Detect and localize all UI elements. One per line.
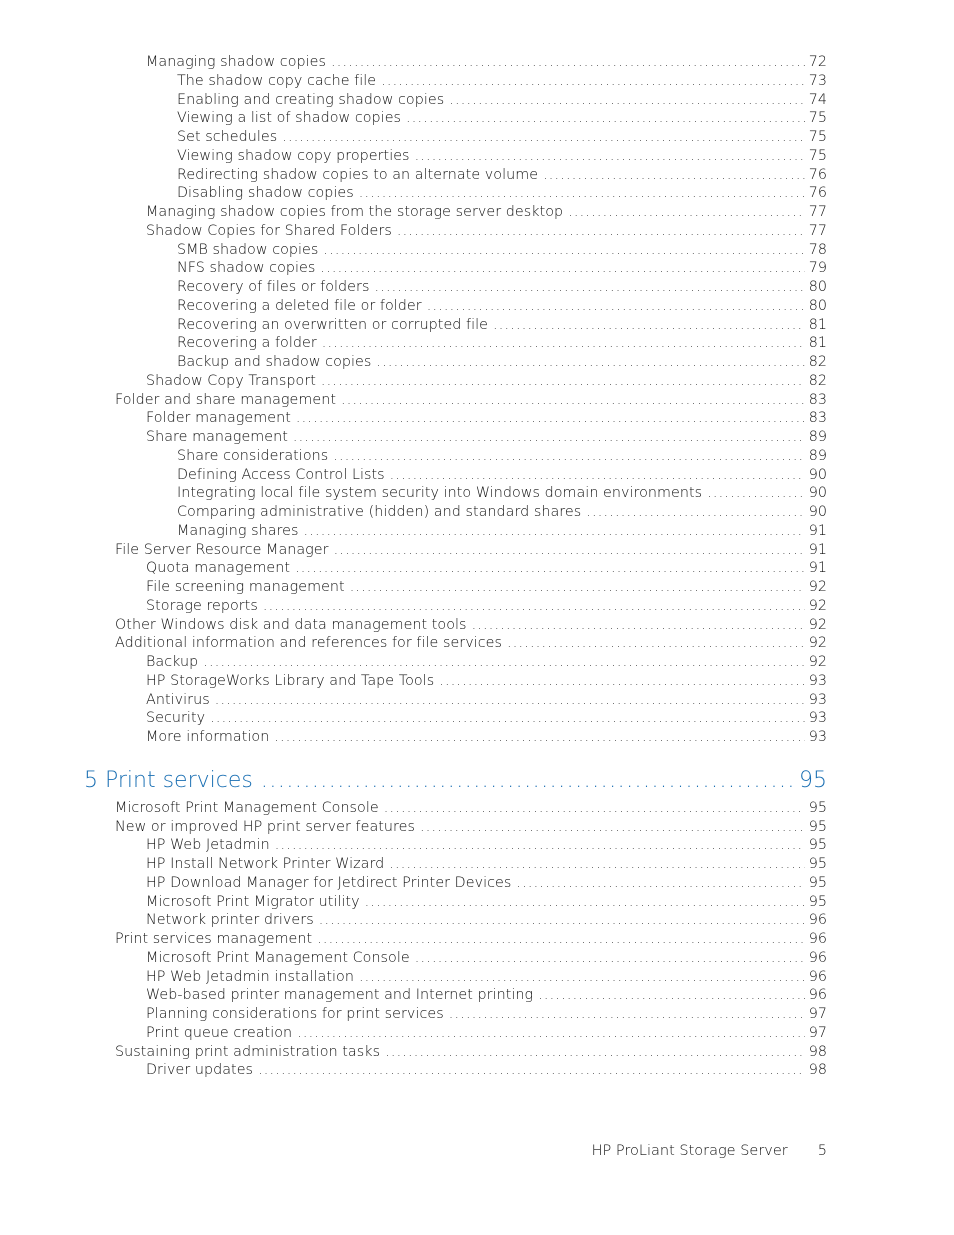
toc-entry-page-number: 82	[808, 354, 827, 370]
toc-entry[interactable]	[0, 986, 954, 1005]
toc-entry-title: New or improved HP print server features	[115, 818, 415, 835]
toc-entry[interactable]	[0, 728, 954, 747]
toc-entry-page-number: 98	[808, 1043, 827, 1060]
toc-entry-page-number: 74	[808, 91, 827, 108]
toc-entry-title: Viewing a list of shadow copies	[177, 110, 402, 127]
toc-entry[interactable]	[0, 672, 954, 691]
toc-entry[interactable]	[0, 372, 954, 391]
toc-entry-page-number: 77	[808, 222, 827, 239]
toc-entry[interactable]	[0, 691, 954, 710]
toc-entry-page-number: 96	[808, 968, 827, 985]
toc-entry-page-number: 90	[808, 466, 827, 483]
toc-entry-title: Microsoft Print Migrator utility	[146, 893, 360, 910]
dot-leader	[538, 986, 805, 1005]
toc-entry[interactable]	[0, 466, 954, 485]
toc-entry-page-number: 93	[808, 672, 827, 689]
dot-leader	[215, 691, 805, 710]
table-of-contents	[0, 53, 954, 1080]
toc-entry[interactable]	[0, 855, 954, 874]
toc-entry[interactable]	[0, 166, 954, 185]
dot-leader	[359, 968, 805, 987]
dot-leader	[258, 1061, 805, 1080]
toc-entry-title: Managing shadow copies	[146, 54, 326, 70]
toc-entry-page-number: 95	[808, 837, 827, 854]
dot-leader	[334, 541, 805, 560]
toc-entry[interactable]	[0, 409, 954, 428]
dot-leader	[390, 466, 805, 485]
toc-entry-page-number: 92	[808, 616, 827, 633]
chapter-heading[interactable]	[0, 765, 954, 797]
toc-entry-title: The shadow copy cache file	[177, 72, 377, 89]
toc-entry-page-number: 75	[808, 147, 827, 164]
toc-entry-page-number: 81	[808, 316, 827, 333]
toc-entry-page-number: 96	[808, 987, 827, 1004]
dot-leader	[543, 166, 805, 185]
toc-entry-page-number: 91	[808, 522, 827, 539]
dot-leader	[263, 597, 805, 616]
toc-entry-page-number: 92	[808, 597, 827, 614]
dot-leader	[586, 503, 804, 522]
dot-leader	[297, 1024, 805, 1043]
toc-entry-title: SMB shadow copies	[177, 241, 319, 258]
toc-entry-page-number: 75	[808, 110, 827, 127]
dot-leader	[359, 184, 805, 203]
dot-leader	[333, 447, 804, 466]
toc-entry[interactable]	[0, 128, 954, 147]
toc-entry-title: Microsoft Print Management Console	[115, 799, 379, 816]
toc-entry-page-number: 98	[808, 1062, 827, 1079]
toc-entry-title: Recovering a deleted file or folder	[177, 297, 422, 314]
toc-entry-title: HP Install Network Printer Wizard	[146, 856, 385, 872]
toc-entry-title: Network printer drivers	[146, 912, 314, 929]
dot-leader	[293, 428, 805, 447]
toc-entry[interactable]	[0, 836, 954, 855]
toc-entry-title: Recovery of files or folders	[177, 279, 370, 295]
toc-entry-page-number: 95	[808, 856, 827, 872]
toc-entry-title: Shadow Copies for Shared Folders	[146, 222, 392, 239]
toc-entry-page-number: 79	[808, 260, 827, 277]
toc-entry-title: Folder and share management	[115, 391, 336, 408]
dot-leader	[376, 353, 804, 372]
toc-entry[interactable]	[0, 634, 954, 653]
dot-leader	[449, 91, 804, 110]
toc-entry-page-number: 82	[808, 372, 827, 389]
toc-entry-title: Print queue creation	[146, 1024, 293, 1041]
toc-entry-title: Folder management	[146, 410, 291, 427]
toc-entry[interactable]	[0, 1024, 954, 1043]
toc-entry-title: HP Web Jetadmin	[146, 837, 270, 854]
dot-leader	[385, 1043, 805, 1062]
dot-leader	[295, 559, 805, 578]
dot-leader	[389, 855, 804, 874]
toc-entry[interactable]	[0, 559, 954, 578]
toc-entry-page-number: 73	[808, 72, 827, 89]
dot-leader	[707, 484, 805, 503]
toc-entry-page-number: 91	[808, 560, 827, 577]
toc-entry-page-number: 89	[808, 447, 827, 464]
dot-leader	[365, 893, 805, 912]
toc-entry[interactable]	[0, 949, 954, 968]
toc-entry[interactable]	[0, 709, 954, 728]
toc-entry-title: Comparing administrative (hidden) and standard shares	[177, 504, 582, 520]
toc-entry-title: HP Download Manager for Jetdirect Printer Devices	[146, 874, 512, 891]
toc-entry[interactable]	[0, 353, 954, 372]
toc-entry[interactable]	[0, 616, 954, 635]
dot-leader	[210, 709, 805, 728]
dot-leader	[331, 53, 805, 72]
toc-entry-title: File screening management	[146, 579, 345, 595]
dot-leader	[397, 222, 805, 241]
toc-entry-page-number: 77	[808, 204, 827, 220]
toc-entry-title: Set schedules	[177, 129, 278, 145]
toc-entry-page-number: 91	[808, 541, 827, 558]
toc-entry-title: Print services management	[115, 931, 313, 947]
dot-leader	[319, 911, 805, 930]
dot-leader	[507, 634, 805, 653]
toc-entry-title: Backup	[146, 654, 199, 670]
toc-entry-page-number: 97	[808, 1024, 827, 1041]
toc-entry-page-number: 92	[808, 654, 827, 670]
toc-entry[interactable]	[0, 222, 954, 241]
toc-entry-title: Viewing shadow copy properties	[177, 147, 410, 164]
dot-leader	[427, 297, 805, 316]
toc-entry-title: Integrating local file system security into Windows domain environments	[177, 485, 703, 502]
toc-entry-page-number: 95	[808, 893, 827, 910]
toc-entry-page-number: 83	[808, 391, 827, 408]
toc-entry[interactable]	[0, 109, 954, 128]
toc-entry[interactable]	[0, 541, 954, 560]
toc-entry-title: More information	[146, 729, 270, 745]
dot-leader	[350, 578, 805, 597]
toc-entry-page-number: 80	[808, 297, 827, 314]
toc-entry[interactable]	[0, 484, 954, 503]
toc-entry[interactable]	[0, 334, 954, 353]
toc-entry-page-number: 78	[808, 241, 827, 258]
dot-leader	[420, 818, 805, 837]
dot-leader	[341, 391, 805, 410]
toc-entry-page-number: 97	[808, 1006, 827, 1022]
toc-entry[interactable]	[0, 297, 954, 316]
toc-entry[interactable]	[0, 72, 954, 91]
toc-entry-page-number: 81	[808, 335, 827, 352]
toc-entry-title: Backup and shadow copies	[177, 354, 372, 370]
toc-entry[interactable]	[0, 818, 954, 837]
toc-entry-page-number: 89	[808, 429, 827, 445]
toc-entry-page-number: 90	[808, 504, 827, 520]
toc-entry-page-number: 96	[808, 912, 827, 929]
toc-entry-page-number: 93	[808, 691, 827, 708]
toc-entry-page-number: 96	[808, 949, 827, 966]
toc-entry[interactable]	[0, 874, 954, 893]
toc-entry[interactable]	[0, 911, 954, 930]
toc-entry-page-number: 95	[808, 818, 827, 835]
toc-entry-title: HP StorageWorks Library and Tape Tools	[146, 672, 435, 689]
toc-entry-title: Share management	[146, 429, 288, 445]
toc-entry-title: Antivirus	[146, 691, 210, 708]
toc-entry[interactable]	[0, 241, 954, 260]
dot-leader	[322, 334, 805, 353]
toc-entry-title: Disabling shadow copies	[177, 185, 354, 202]
dot-leader	[406, 109, 805, 128]
dot-leader	[304, 522, 805, 541]
dot-leader	[261, 765, 793, 797]
toc-entry-title: Defining Access Control Lists	[177, 466, 385, 483]
toc-entry-title: Recovering a folder	[177, 335, 317, 352]
footer-page-number: 5	[817, 1143, 827, 1159]
toc-entry[interactable]	[0, 597, 954, 616]
toc-entry-title: Planning considerations for print services	[146, 1006, 444, 1022]
toc-entry-title: Redirecting shadow copies to an alternate volume	[177, 166, 539, 183]
page-footer	[592, 1143, 827, 1159]
toc-entry-page-number: 83	[808, 410, 827, 427]
toc-entry-title: NFS shadow copies	[177, 260, 316, 277]
toc-entry-page-number: 80	[808, 279, 827, 295]
toc-entry[interactable]	[0, 653, 954, 672]
toc-entry-page-number: 93	[808, 729, 827, 745]
toc-entry-title: Managing shares	[177, 522, 299, 539]
toc-entry-title: Share considerations	[177, 447, 329, 464]
toc-entry-title: Enabling and creating shadow copies	[177, 91, 445, 108]
toc-entry[interactable]	[0, 91, 954, 110]
toc-entry-title: File Server Resource Manager	[115, 541, 329, 558]
toc-entry-page-number: 72	[808, 54, 827, 70]
toc-entry[interactable]	[0, 1043, 954, 1062]
dot-leader	[282, 128, 805, 147]
toc-entry-page-number: 96	[808, 931, 827, 947]
toc-entry-title: Security	[146, 710, 206, 727]
toc-entry-page-number: 93	[808, 710, 827, 727]
toc-entry-title: Recovering an overwritten or corrupted file	[177, 316, 489, 333]
dot-leader	[320, 259, 804, 278]
toc-entry[interactable]	[0, 391, 954, 410]
toc-entry-page-number: 76	[808, 166, 827, 183]
toc-entry[interactable]	[0, 203, 954, 222]
toc-entry-title: Quota management	[146, 560, 291, 577]
toc-entry-page-number: 92	[808, 579, 827, 595]
footer-product-name: HP ProLiant Storage Server	[591, 1143, 788, 1159]
toc-entry-page-number: 76	[808, 185, 827, 202]
toc-entry[interactable]	[0, 428, 954, 447]
dot-leader	[439, 672, 805, 691]
toc-entry-title: Managing shadow copies from the storage server desktop	[146, 204, 564, 220]
toc-entry-title: Shadow Copy Transport	[146, 372, 316, 389]
dot-leader	[275, 836, 805, 855]
toc-section-before	[0, 53, 954, 747]
dot-leader	[321, 372, 805, 391]
toc-entry[interactable]	[0, 578, 954, 597]
dot-leader	[203, 653, 804, 672]
toc-entry[interactable]	[0, 447, 954, 466]
toc-entry-page-number: 95	[808, 874, 827, 891]
toc-entry-title: Web-based printer management and Internet printing	[146, 987, 534, 1004]
toc-entry[interactable]	[0, 893, 954, 912]
dot-leader	[384, 799, 805, 818]
toc-entry[interactable]	[0, 278, 954, 297]
toc-entry-title: Microsoft Print Management Console	[146, 949, 410, 966]
toc-entry[interactable]	[0, 799, 954, 818]
toc-entry[interactable]	[0, 503, 954, 522]
toc-entry[interactable]	[0, 184, 954, 203]
toc-entry-title: HP Web Jetadmin installation	[146, 968, 354, 985]
toc-entry-page-number: 95	[808, 799, 827, 816]
chapter-page-number: 95	[799, 767, 827, 793]
toc-entry[interactable]	[0, 259, 954, 278]
dot-leader	[381, 72, 805, 91]
toc-entry-title: Sustaining print administration tasks	[115, 1043, 381, 1060]
dot-leader	[323, 241, 804, 260]
dot-leader	[568, 203, 805, 222]
toc-entry-title: Other Windows disk and data management tools	[115, 616, 467, 633]
toc-entry-title: Storage reports	[146, 597, 258, 614]
dot-leader	[472, 616, 805, 635]
toc-entry-page-number: 92	[808, 635, 827, 652]
toc-entry[interactable]	[0, 1005, 954, 1024]
chapter-title: 5 Print services	[84, 767, 253, 793]
toc-section-after	[0, 799, 954, 1080]
toc-entry[interactable]	[0, 1061, 954, 1080]
dot-leader	[274, 728, 804, 747]
dot-leader	[493, 316, 805, 335]
dot-leader	[296, 409, 805, 428]
toc-entry[interactable]	[0, 53, 954, 72]
toc-entry[interactable]	[0, 930, 954, 949]
dot-leader	[374, 278, 804, 297]
toc-entry-title: Driver updates	[146, 1062, 254, 1079]
dot-leader	[317, 930, 805, 949]
toc-entry[interactable]	[0, 147, 954, 166]
dot-leader	[449, 1005, 805, 1024]
dot-leader	[415, 949, 805, 968]
toc-entry[interactable]	[0, 316, 954, 335]
toc-entry-page-number: 90	[808, 485, 827, 502]
toc-entry-page-number: 75	[808, 129, 827, 145]
toc-entry-title: Additional information and references for file services	[115, 635, 503, 652]
dot-leader	[415, 147, 805, 166]
toc-entry[interactable]	[0, 968, 954, 987]
dot-leader	[516, 874, 804, 893]
toc-entry[interactable]	[0, 522, 954, 541]
